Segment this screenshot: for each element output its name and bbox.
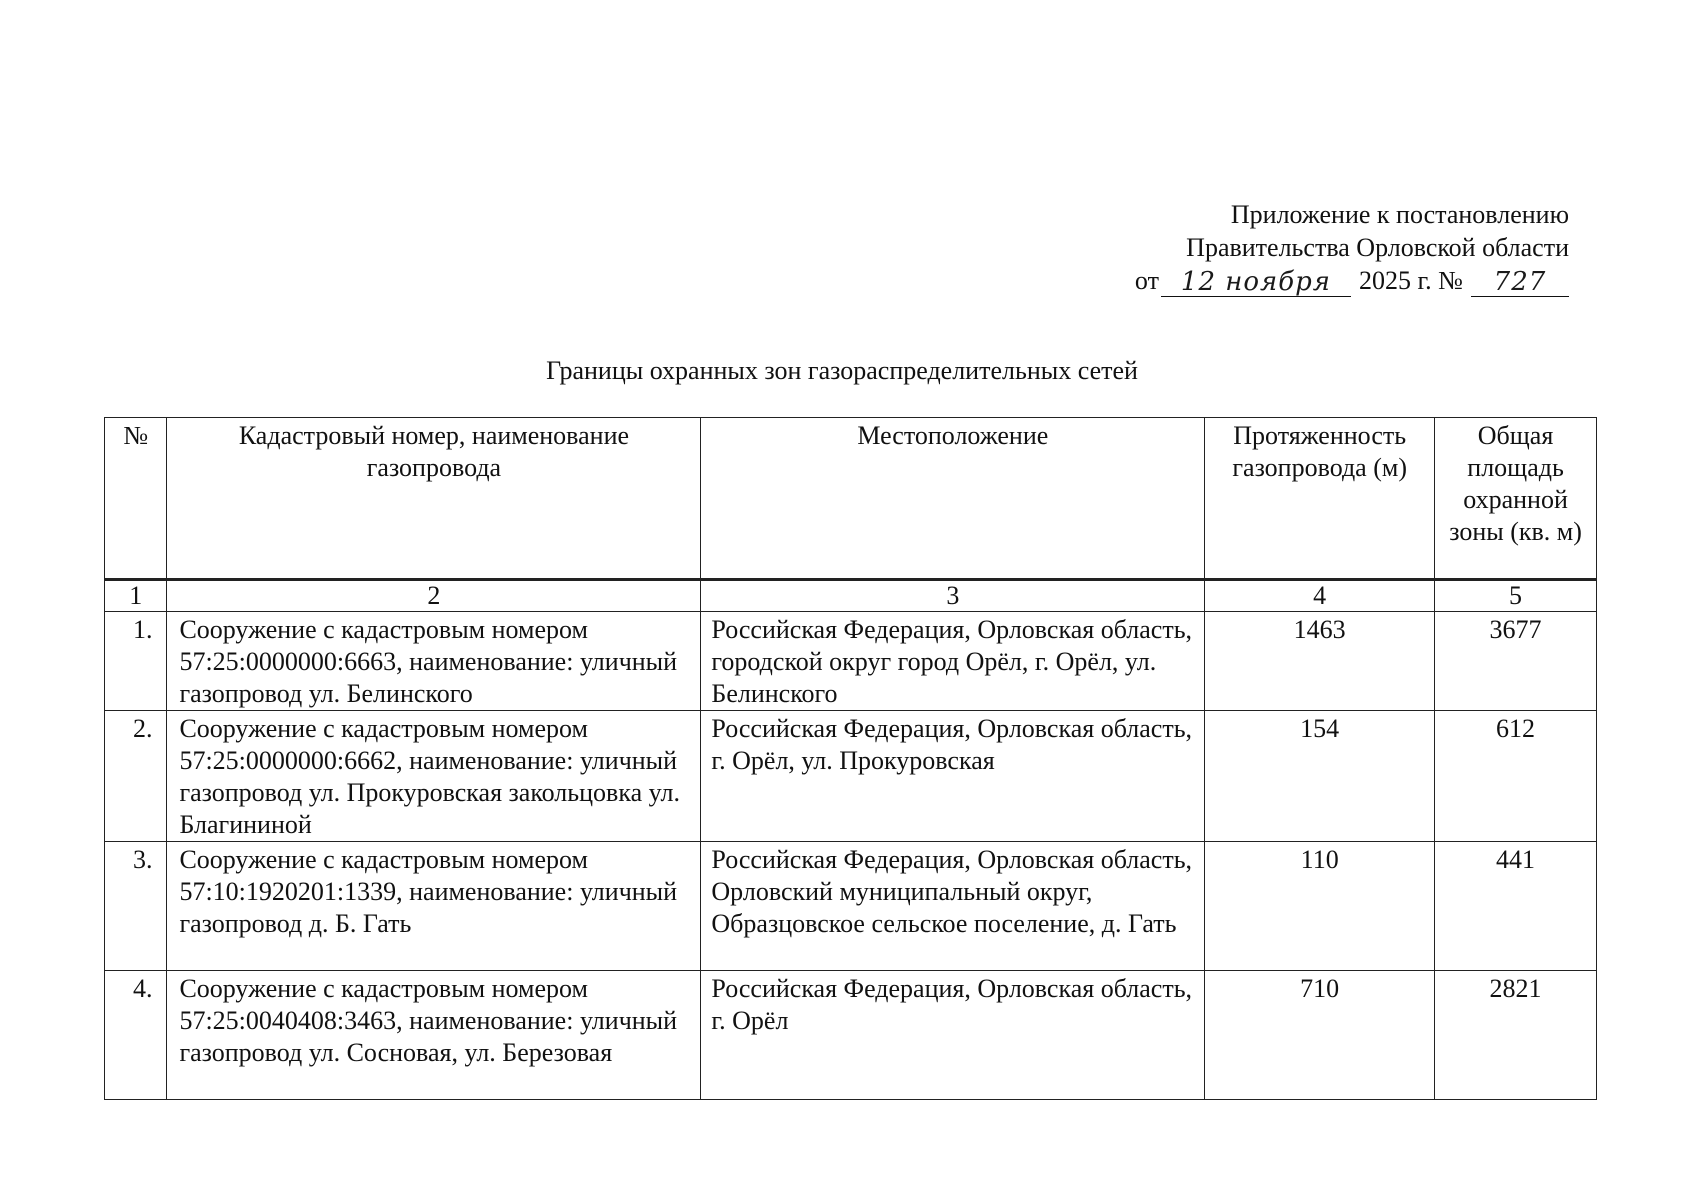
row-length: 110 (1205, 842, 1435, 971)
row-area: 2821 (1435, 971, 1597, 1100)
row-name: Сооружение с кадастровым номером 57:10:1920201:1339, наименование: уличный газопровод д. Б. Гать (167, 842, 701, 971)
row-length: 1463 (1205, 612, 1435, 711)
column-number-row (105, 580, 1597, 612)
from-label: от (1134, 266, 1159, 295)
protection-zones-table (104, 417, 1597, 1100)
appendix-header (1049, 198, 1569, 297)
column-number: 1 (105, 580, 167, 612)
row-number: 3. (105, 842, 167, 971)
table-header-row (105, 418, 1597, 580)
column-number: 4 (1205, 580, 1435, 612)
header-area: Общая площадь охранной зоны (кв. м) (1435, 418, 1597, 580)
handwritten-number: 727 (1471, 268, 1569, 297)
row-number: 4. (105, 971, 167, 1100)
table-row (105, 971, 1597, 1100)
row-location: Российская Федерация, Орловская область, г. Орёл, ул. Прокуровская (701, 711, 1205, 842)
row-name: Сооружение с кадастровым номером 57:25:0040408:3463, наименование: уличный газопровод ул. Сосновая, ул. Березовая (167, 971, 701, 1100)
row-length: 154 (1205, 711, 1435, 842)
column-number: 2 (167, 580, 701, 612)
table-row (105, 612, 1597, 711)
row-area: 612 (1435, 711, 1597, 842)
row-location: Российская Федерация, Орловская область, Орловский муниципальный округ, Образцовское сельское поселение, д. Гать (701, 842, 1205, 971)
table-row (105, 842, 1597, 971)
row-number: 2. (105, 711, 167, 842)
appendix-line-1: Приложение к постановлению (1230, 200, 1569, 229)
row-location: Российская Федерация, Орловская область, г. Орёл (701, 971, 1205, 1100)
header-location: Местоположение (701, 418, 1205, 580)
row-name: Сооружение с кадастровым номером 57:25:0000000:6663, наименование: уличный газопровод ул. Белинского (167, 612, 701, 711)
column-number: 3 (701, 580, 1205, 612)
appendix-date-line (1049, 264, 1569, 297)
row-area: 441 (1435, 842, 1597, 971)
row-location: Российская Федерация, Орловская область, городской округ город Орёл, г. Орёл, ул. Белинского (701, 612, 1205, 711)
column-number: 5 (1435, 580, 1597, 612)
row-area: 3677 (1435, 612, 1597, 711)
appendix-line-2: Правительства Орловской области (1186, 233, 1569, 262)
handwritten-date: 12 ноября (1161, 268, 1351, 297)
header-length: Протяженность газопровода (м) (1205, 418, 1435, 580)
year-number-label: 2025 г. № (1358, 266, 1463, 295)
row-name: Сооружение с кадастровым номером 57:25:0000000:6662, наименование: уличный газопровод ул. Прокуровская закольцовка ул. Благининой (167, 711, 701, 842)
header-cadastral-name: Кадастровый номер, наименование газопровода (167, 418, 701, 580)
table-row (105, 711, 1597, 842)
row-length: 710 (1205, 971, 1435, 1100)
row-number: 1. (105, 612, 167, 711)
document-title: Границы охранных зон газораспределительных сетей (546, 356, 1138, 385)
header-number: № (105, 418, 167, 580)
